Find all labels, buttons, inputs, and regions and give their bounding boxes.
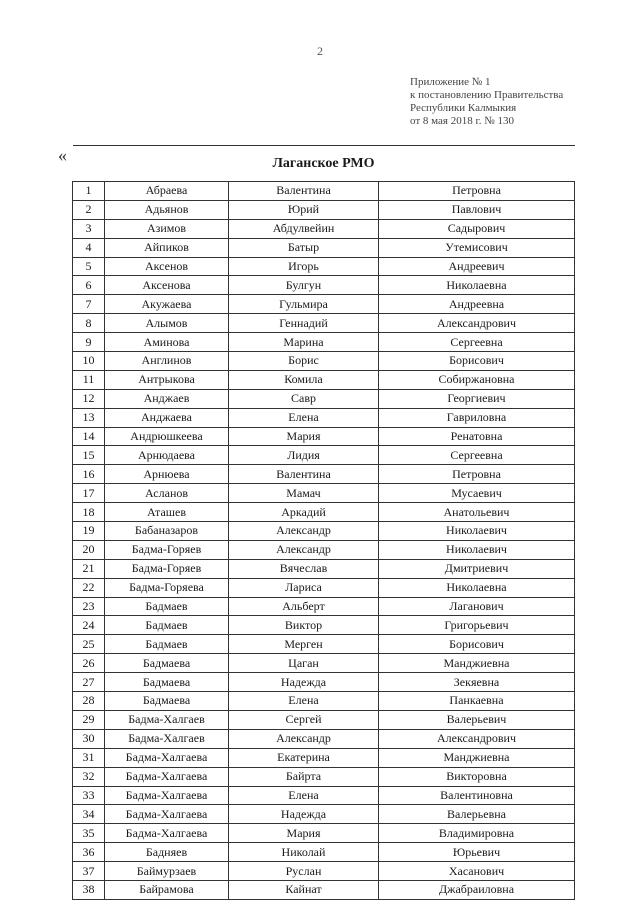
last-name-cell: Бадма-Горяев <box>105 540 229 559</box>
row-number-cell: 37 <box>73 862 105 881</box>
patronymic-cell: Николаевна <box>379 276 575 295</box>
patronymic-cell: Николаевич <box>379 522 575 541</box>
first-name-cell: Гульмира <box>229 295 379 314</box>
last-name-cell: Бадма-Халгаева <box>105 767 229 786</box>
last-name-cell: Абраева <box>105 182 229 201</box>
first-name-cell: Савр <box>229 389 379 408</box>
row-number-cell: 13 <box>73 408 105 427</box>
row-number-cell: 23 <box>73 597 105 616</box>
first-name-cell: Екатерина <box>229 748 379 767</box>
table-row <box>73 673 575 692</box>
row-number-cell: 32 <box>73 767 105 786</box>
patronymic-cell: Ренатовна <box>379 427 575 446</box>
row-number-cell: 24 <box>73 616 105 635</box>
table-row <box>73 862 575 881</box>
last-name-cell: Аксенова <box>105 276 229 295</box>
first-name-cell: Руслан <box>229 862 379 881</box>
table-row <box>73 522 575 541</box>
patronymic-cell: Петровна <box>379 182 575 201</box>
table-row <box>73 540 575 559</box>
table-row <box>73 559 575 578</box>
table-row <box>73 597 575 616</box>
patronymic-cell: Лаганович <box>379 597 575 616</box>
row-number-cell: 5 <box>73 257 105 276</box>
last-name-cell: Англинов <box>105 352 229 371</box>
patronymic-cell: Андреевич <box>379 257 575 276</box>
row-number-cell: 7 <box>73 295 105 314</box>
table-row <box>73 370 575 389</box>
patronymic-cell: Зекяевна <box>379 673 575 692</box>
table-row <box>73 843 575 862</box>
row-number-cell: 21 <box>73 559 105 578</box>
row-number-cell: 17 <box>73 484 105 503</box>
last-name-cell: Бадма-Горяев <box>105 559 229 578</box>
patronymic-cell: Николаевич <box>379 540 575 559</box>
last-name-cell: Бадняев <box>105 843 229 862</box>
row-number-cell: 19 <box>73 522 105 541</box>
last-name-cell: Акужаева <box>105 295 229 314</box>
table-row <box>73 314 575 333</box>
table-row <box>73 578 575 597</box>
last-name-cell: Бадма-Халгаев <box>105 710 229 729</box>
first-name-cell: Елена <box>229 786 379 805</box>
first-name-cell: Борис <box>229 352 379 371</box>
table-row <box>73 503 575 522</box>
last-name-cell: Бадмаев <box>105 616 229 635</box>
table-row <box>73 219 575 238</box>
table-title-row <box>73 146 575 182</box>
last-name-cell: Арнюдаева <box>105 446 229 465</box>
first-name-cell: Надежда <box>229 805 379 824</box>
patronymic-cell: Анатольевич <box>379 503 575 522</box>
row-number-cell: 38 <box>73 880 105 899</box>
last-name-cell: Аминова <box>105 333 229 352</box>
first-name-cell: Юрий <box>229 200 379 219</box>
patronymic-cell: Андреевна <box>379 295 575 314</box>
table-title: Лаганское РМО <box>73 146 575 182</box>
first-name-cell: Надежда <box>229 673 379 692</box>
table-row <box>73 276 575 295</box>
table-row <box>73 200 575 219</box>
patronymic-cell: Гавриловна <box>379 408 575 427</box>
row-number-cell: 12 <box>73 389 105 408</box>
table-row <box>73 295 575 314</box>
first-name-cell: Елена <box>229 692 379 711</box>
table-row <box>73 654 575 673</box>
first-name-cell: Альберт <box>229 597 379 616</box>
patronymic-cell: Валерьевич <box>379 710 575 729</box>
patronymic-cell: Николаевна <box>379 578 575 597</box>
first-name-cell: Лариса <box>229 578 379 597</box>
row-number-cell: 34 <box>73 805 105 824</box>
row-number-cell: 33 <box>73 786 105 805</box>
table-row <box>73 824 575 843</box>
first-name-cell: Елена <box>229 408 379 427</box>
first-name-cell: Мерген <box>229 635 379 654</box>
table-row <box>73 389 575 408</box>
appendix-line: Приложение № 1 <box>410 76 491 88</box>
patronymic-cell: Борисович <box>379 352 575 371</box>
first-name-cell: Кайнат <box>229 880 379 899</box>
table-row <box>73 446 575 465</box>
patronymic-cell: Валерьевна <box>379 805 575 824</box>
row-number-cell: 11 <box>73 370 105 389</box>
last-name-cell: Аксенов <box>105 257 229 276</box>
first-name-cell: Геннадий <box>229 314 379 333</box>
first-name-cell: Байрта <box>229 767 379 786</box>
last-name-cell: Бадмаев <box>105 635 229 654</box>
row-number-cell: 30 <box>73 729 105 748</box>
first-name-cell: Валентина <box>229 182 379 201</box>
last-name-cell: Андрюшкеева <box>105 427 229 446</box>
first-name-cell: Виктор <box>229 616 379 635</box>
last-name-cell: Азимов <box>105 219 229 238</box>
patronymic-cell: Сергеевна <box>379 333 575 352</box>
table-row <box>73 767 575 786</box>
page-number: 2 <box>317 44 323 58</box>
row-number-cell: 10 <box>73 352 105 371</box>
patronymic-cell: Собиржановна <box>379 370 575 389</box>
patronymic-cell: Георгиевич <box>379 389 575 408</box>
last-name-cell: Байрамова <box>105 880 229 899</box>
table-row <box>73 408 575 427</box>
appendix-line: от 8 мая 2018 г. № 130 <box>410 115 515 127</box>
row-number-cell: 25 <box>73 635 105 654</box>
last-name-cell: Бадма-Горяева <box>105 578 229 597</box>
first-name-cell: Сергей <box>229 710 379 729</box>
patronymic-cell: Борисович <box>379 635 575 654</box>
patronymic-cell: Садырович <box>379 219 575 238</box>
row-number-cell: 16 <box>73 465 105 484</box>
table-row <box>73 352 575 371</box>
table-row <box>73 710 575 729</box>
last-name-cell: Бадма-Халгаева <box>105 824 229 843</box>
first-name-cell: Александр <box>229 729 379 748</box>
row-number-cell: 6 <box>73 276 105 295</box>
first-name-cell: Мамач <box>229 484 379 503</box>
patronymic-cell: Манджиевна <box>379 748 575 767</box>
last-name-cell: Бадмаева <box>105 692 229 711</box>
first-name-cell: Мария <box>229 824 379 843</box>
patronymic-cell: Дмитриевич <box>379 559 575 578</box>
row-number-cell: 18 <box>73 503 105 522</box>
row-number-cell: 8 <box>73 314 105 333</box>
last-name-cell: Баймурзаев <box>105 862 229 881</box>
first-name-cell: Марина <box>229 333 379 352</box>
last-name-cell: Аташев <box>105 503 229 522</box>
table-row <box>73 786 575 805</box>
row-number-cell: 9 <box>73 333 105 352</box>
first-name-cell: Цаган <box>229 654 379 673</box>
patronymic-cell: Джабраиловна <box>379 880 575 899</box>
patronymic-cell: Валентиновна <box>379 786 575 805</box>
first-name-cell: Мария <box>229 427 379 446</box>
last-name-cell: Бадмаева <box>105 673 229 692</box>
table-row <box>73 465 575 484</box>
row-number-cell: 22 <box>73 578 105 597</box>
last-name-cell: Бадма-Халгаева <box>105 786 229 805</box>
patronymic-cell: Манджиевна <box>379 654 575 673</box>
first-name-cell: Комила <box>229 370 379 389</box>
roster-table <box>72 145 575 900</box>
table-row <box>73 692 575 711</box>
last-name-cell: Антрыкова <box>105 370 229 389</box>
row-number-cell: 4 <box>73 238 105 257</box>
first-name-cell: Игорь <box>229 257 379 276</box>
table-row <box>73 616 575 635</box>
row-number-cell: 3 <box>73 219 105 238</box>
table-row <box>73 427 575 446</box>
row-number-cell: 35 <box>73 824 105 843</box>
patronymic-cell: Владимировна <box>379 824 575 843</box>
row-number-cell: 31 <box>73 748 105 767</box>
patronymic-cell: Юрьевич <box>379 843 575 862</box>
first-name-cell: Абдулвейин <box>229 219 379 238</box>
roster-body <box>73 146 575 900</box>
table-row <box>73 182 575 201</box>
patronymic-cell: Петровна <box>379 465 575 484</box>
last-name-cell: Бабаназаров <box>105 522 229 541</box>
first-name-cell: Булгун <box>229 276 379 295</box>
row-number-cell: 2 <box>73 200 105 219</box>
row-number-cell: 1 <box>73 182 105 201</box>
table-row <box>73 880 575 899</box>
first-name-cell: Валентина <box>229 465 379 484</box>
appendix-line: к постановлению Правительства <box>410 89 564 101</box>
patronymic-cell: Панкаевна <box>379 692 575 711</box>
row-number-cell: 20 <box>73 540 105 559</box>
patronymic-cell: Мусаевич <box>379 484 575 503</box>
first-name-cell: Александр <box>229 540 379 559</box>
appendix-line: Республики Калмыкия <box>410 102 517 114</box>
first-name-cell: Александр <box>229 522 379 541</box>
last-name-cell: Анджаева <box>105 408 229 427</box>
last-name-cell: Бадмаева <box>105 654 229 673</box>
first-name-cell: Аркадий <box>229 503 379 522</box>
table-row <box>73 729 575 748</box>
table-row <box>73 635 575 654</box>
row-number-cell: 27 <box>73 673 105 692</box>
patronymic-cell: Утемисович <box>379 238 575 257</box>
last-name-cell: Адьянов <box>105 200 229 219</box>
row-number-cell: 36 <box>73 843 105 862</box>
patronymic-cell: Павлович <box>379 200 575 219</box>
patronymic-cell: Александрович <box>379 729 575 748</box>
last-name-cell: Бадма-Халгаева <box>105 805 229 824</box>
last-name-cell: Анджаев <box>105 389 229 408</box>
table-row <box>73 805 575 824</box>
row-number-cell: 26 <box>73 654 105 673</box>
table-row <box>73 257 575 276</box>
last-name-cell: Асланов <box>105 484 229 503</box>
first-name-cell: Вячеслав <box>229 559 379 578</box>
row-number-cell: 15 <box>73 446 105 465</box>
last-name-cell: Бадмаев <box>105 597 229 616</box>
patronymic-cell: Хасанович <box>379 862 575 881</box>
table-row <box>73 748 575 767</box>
patronymic-cell: Григорьевич <box>379 616 575 635</box>
last-name-cell: Айпиков <box>105 238 229 257</box>
first-name-cell: Батыр <box>229 238 379 257</box>
last-name-cell: Арнюева <box>105 465 229 484</box>
table-row <box>73 238 575 257</box>
row-number-cell: 28 <box>73 692 105 711</box>
appendix-header <box>410 76 563 128</box>
row-number-cell: 29 <box>73 710 105 729</box>
row-number-cell: 14 <box>73 427 105 446</box>
table-row <box>73 333 575 352</box>
patronymic-cell: Александрович <box>379 314 575 333</box>
last-name-cell: Бадма-Халгаева <box>105 748 229 767</box>
opening-quote: « <box>58 145 67 165</box>
patronymic-cell: Викторовна <box>379 767 575 786</box>
first-name-cell: Николай <box>229 843 379 862</box>
last-name-cell: Алымов <box>105 314 229 333</box>
patronymic-cell: Сергеевна <box>379 446 575 465</box>
table-row <box>73 484 575 503</box>
first-name-cell: Лидия <box>229 446 379 465</box>
last-name-cell: Бадма-Халгаев <box>105 729 229 748</box>
